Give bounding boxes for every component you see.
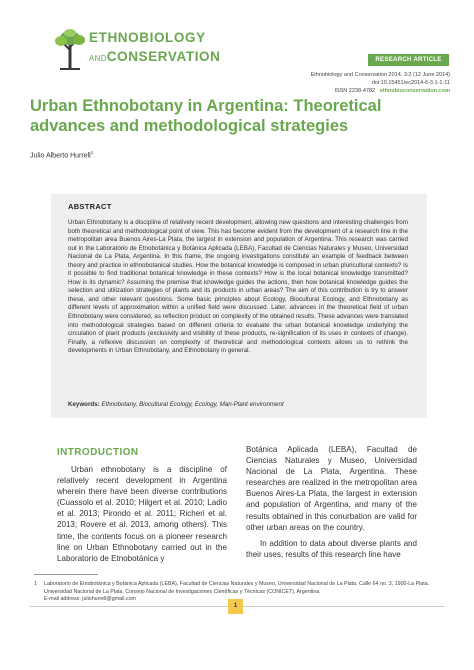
keywords-text: Ethnobotany, Biocultural Ecology, Ecology, Man-Plant environment xyxy=(101,401,284,408)
intro-right-paragraph-1: Botánica Aplicada (LEBA), Facultad de Ciencias Naturales y Museo, Universidad Nacional de La Plata, Argentina. These researches are realized in the metropolitan area Buenos Aires-La Plata, the largest in extension and population of Argentina, and many of the results obtained in this conurbation are valid for other urban areas on the country. xyxy=(246,445,417,532)
keywords-label: Keywords: xyxy=(68,401,100,408)
article-type-badge: RESEARCH ARTICLE xyxy=(368,54,449,66)
intro-right-column xyxy=(246,444,417,560)
doi-line: doi:10.15451/ec2014-6-3.1-1-11 xyxy=(371,80,450,86)
introduction-heading: INTRODUCTION xyxy=(57,447,139,458)
author-footnote-mark[interactable]: 1 xyxy=(90,150,94,155)
abstract-text: Urban Ethnobotany is a discipline of relatively recent development, allowing new questions and interesting challenges from both theoretical and methodological point of view. This has become evident from the development of a research line in the metropolitan area Buenos Aires-La Plata, the largest in extension and population of Argentina. This research was carried out in the Laboratorio de Etnobotánica y Botánica Aplicada (LEBA), Facultad de Ciencias Naturales y Museo, Universidad Nacional de La Plata, Argentina. In this frame, the ongoing investigations constitute an example of feedback between theory and practice in ethnobotanical studies. How the botanical knowledge is composed in urban pluricultural contexts? Is it possible to find traditional botanical knowledge in these contexts? How is the local botanical knowledge transmitted? How is its dynamic? Assuming the premise that knowledge guides the actions, then how botanical knowledge guides the selection and utilization strategies of plants and its products in urban areas? The aim of this contribution is try to answer these, and other relevant questions. Some basic principles about Ecology, Biocultural Ecology, and Ethnobotany as different levels of approximation within a unified field were discussed. Later, advances in the theoretical field of urban Ethnobotany were considered, as reflection product on complexity of the obtained results. These advances were translated into methodological strategies based on different criteria to evaluate the urban botanical knowledge underlying the circulation of plant products (exclusivity and visibility of these products, re-signification of its uses in contexts of change). Finally, a reflexive discussion on complexity of theoretical and methodological contexts allows us to rethink the developments in Urban Ethnobotany, and Ethnobotany in general. xyxy=(68,219,408,355)
author-line xyxy=(30,150,93,159)
journal-logo xyxy=(54,28,221,78)
logo-and: AND xyxy=(89,54,107,63)
issn: ISSN 2238-4782 xyxy=(334,88,376,94)
footnote-text: Laboratorio de Etnobotánica y Botánica Aplicada (LEBA), Facultad de Ciencias Naturales y Museo, Universidad Nacional de La Plata. Calle 64 no. 3, 1900-La Plata. Universidad Nacional de La Plata. Consejo Nacional de Investigaciones Científicas y Técnicas (CONICET), Argentina. xyxy=(44,581,430,595)
footnote-number: 1 xyxy=(34,581,37,587)
website-link[interactable]: ethnobioconservation.com xyxy=(379,88,450,94)
article-title: Urban Ethnobotany in Argentina: Theoretical advances and methodological strategies xyxy=(30,97,382,135)
citation-line: Ethnobiology and Conservation 2014, 3:2 (12 June 2014) xyxy=(310,72,450,78)
intro-right-paragraph-2: In addition to data about diverse plants and their uses, results of this research line have xyxy=(246,538,417,559)
abstract-heading: ABSTRACT xyxy=(68,202,112,211)
logo-conservation: CONSERVATION xyxy=(106,49,221,64)
logo-title-line2 xyxy=(89,48,221,66)
tree-icon xyxy=(54,28,86,72)
intro-left-column: Urban ethnobotany is a discipline of relatively recent development in Argentina wherein there have been diverse contributions (Cuassolo et al. 2010; Hilgert et al. 2010; Ladio et al. 2013; Pirondo et al. 2011; Richeri et al. 2013; Rovere et al. 2013, among others). This time, the contents focus on a pioneer research line on Urban Ethnobotany carried out in the Laboratorio de Etnobotánica y xyxy=(57,465,227,563)
abstract-box xyxy=(51,194,427,418)
footnote-email: E-mail address: juliohurrell@gmail.com xyxy=(44,596,136,603)
logo-title-line1: ETHNOBIOLOGY xyxy=(89,30,206,45)
issn-website-line xyxy=(311,87,450,95)
keywords-line xyxy=(68,401,408,408)
footnote-divider xyxy=(34,574,98,575)
citation-block xyxy=(311,71,450,95)
page-number: 1 xyxy=(228,599,243,614)
author-name: Julio Alberto Hurrell xyxy=(30,152,91,160)
